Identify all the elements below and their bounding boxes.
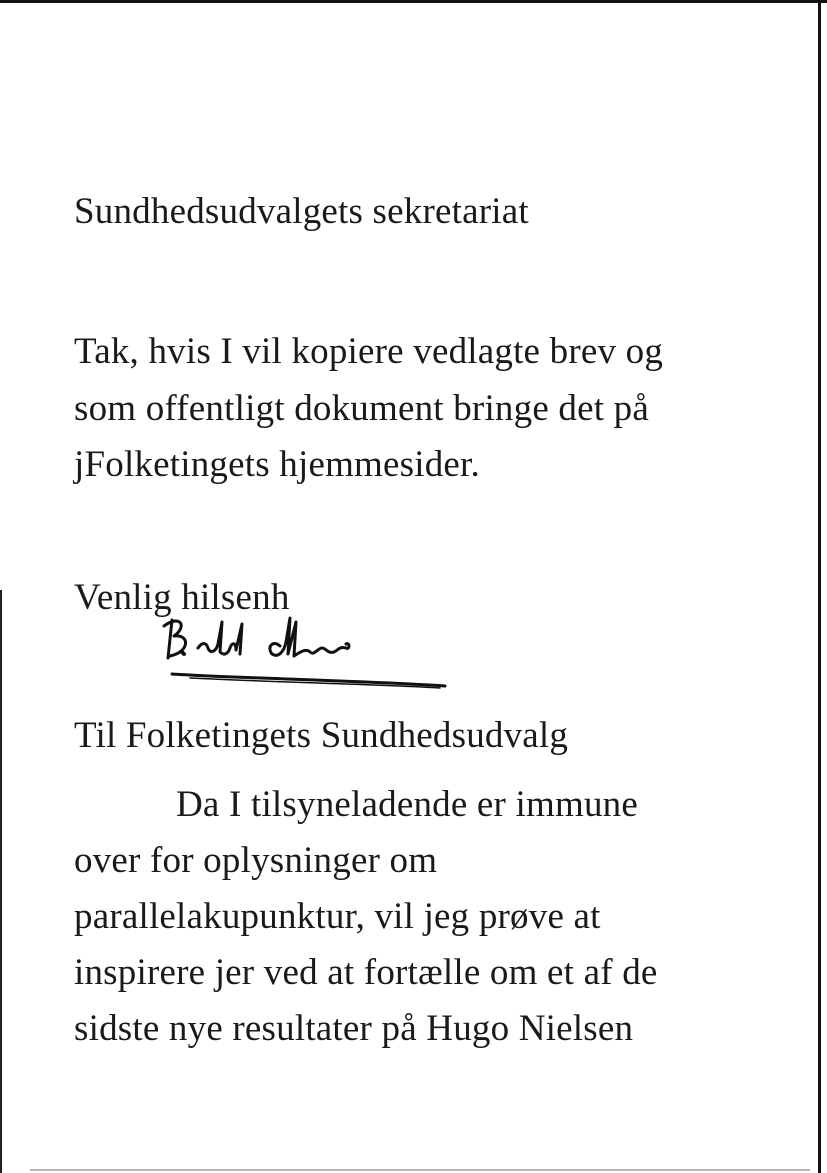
request-line-1: Tak, hvis I vil kopiere vedlagte brev og (74, 331, 664, 372)
body-line-5: sidste nye resultater på Hugo Nielsen (74, 1008, 634, 1049)
scan-edge-right (818, 0, 821, 1173)
closing-line: Venlig hilsenh (74, 577, 290, 618)
body-line-1: Da I tilsyneladende er immune (176, 784, 638, 825)
body-line-4: inspirere jer ved at fortælle om et af de (74, 952, 658, 993)
handwritten-signature (150, 612, 450, 702)
recipient-line: Sundhedsudvalgets sekretariat (74, 191, 529, 232)
request-line-3: jFolketingets hjemmesider. (74, 444, 480, 485)
body-line-2: over for oplysninger om (74, 840, 438, 881)
scan-edge-bottom (30, 1169, 810, 1171)
body-line-3: parallelakupunktur, vil jeg prøve at (74, 896, 601, 937)
scan-edge-top (0, 0, 827, 3)
scan-edge-left (0, 590, 2, 1173)
request-line-2: som offentligt dokument bringe det på (74, 388, 649, 429)
addressee-line: Til Folketingets Sundhedsudvalg (74, 715, 569, 756)
